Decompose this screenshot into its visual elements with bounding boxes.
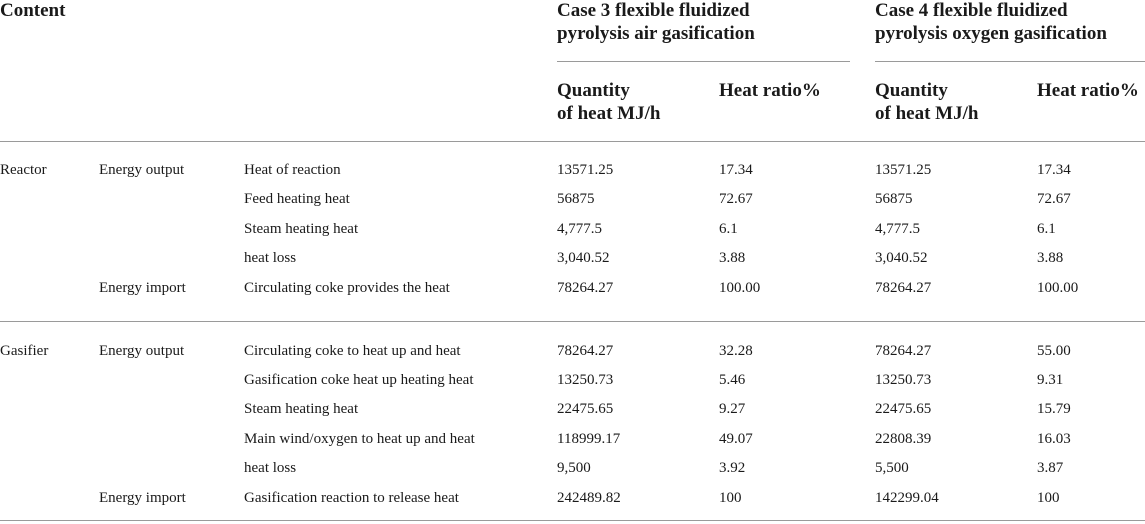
case3-header [557, 0, 755, 45]
section-divider [0, 321, 1145, 322]
group-label: Energy import [99, 490, 186, 506]
row-item: Gasification coke heat up heating heat [244, 372, 474, 388]
case4-quantity: 78264.27 [875, 343, 932, 359]
case3-ratio: 32.28 [719, 343, 753, 359]
row-item: heat loss [244, 460, 297, 476]
case3-ratio: 9.27 [719, 401, 746, 417]
case3-quantity: 22475.65 [557, 401, 614, 417]
case3-header-line2: pyrolysis air gasification [557, 23, 755, 44]
case3-ratio: 17.34 [719, 162, 753, 178]
case3-quantity: 13571.25 [557, 162, 614, 178]
case4-quantity: 78264.27 [875, 280, 932, 296]
case4-quantity: 5,500 [875, 460, 909, 476]
row-item: Main wind/oxygen to heat up and heat [244, 431, 475, 447]
case3-quantity: 78264.27 [557, 280, 614, 296]
case4-underline [875, 61, 1145, 62]
case4-ratio: 100 [1037, 490, 1060, 506]
case4-quantity: 4,777.5 [875, 221, 920, 237]
case3-quantity-header [557, 79, 660, 125]
case4-quantity-header [875, 79, 978, 125]
content-header: Content [0, 0, 66, 21]
row-item: Feed heating heat [244, 191, 350, 207]
row-item: Gasification reaction to release heat [244, 490, 459, 506]
case4-ratio: 72.67 [1037, 191, 1071, 207]
case3-header-line1: Case 3 flexible fluidized [557, 0, 750, 21]
case3-ratio: 72.67 [719, 191, 753, 207]
case4-ratio: 15.79 [1037, 401, 1071, 417]
case3-ratio-header: Heat ratio% [719, 80, 821, 101]
case3-quantity: 4,777.5 [557, 221, 602, 237]
case4-ratio: 100.00 [1037, 280, 1079, 296]
quantity-header-line2: of heat MJ/h [557, 103, 661, 124]
quantity-header-line2: of heat MJ/h [875, 103, 979, 124]
case3-ratio: 5.46 [719, 372, 746, 388]
case4-ratio: 17.34 [1037, 162, 1071, 178]
row-item: heat loss [244, 250, 297, 266]
case3-quantity: 9,500 [557, 460, 591, 476]
header-divider [0, 141, 1145, 142]
case4-quantity: 142299.04 [875, 490, 939, 506]
case4-ratio: 16.03 [1037, 431, 1071, 447]
case3-ratio: 6.1 [719, 221, 738, 237]
case4-header [875, 0, 1107, 45]
case4-ratio: 3.87 [1037, 460, 1064, 476]
case4-quantity: 13571.25 [875, 162, 932, 178]
row-item: Steam heating heat [244, 221, 359, 237]
case3-ratio: 100 [719, 490, 742, 506]
row-item: Heat of reaction [244, 162, 341, 178]
case4-ratio: 9.31 [1037, 372, 1064, 388]
table-bottom-rule [0, 520, 1145, 521]
case4-ratio: 6.1 [1037, 221, 1056, 237]
section-label: Gasifier [0, 343, 49, 359]
case3-quantity: 118999.17 [557, 431, 621, 447]
case3-ratio: 49.07 [719, 431, 753, 447]
case4-quantity: 13250.73 [875, 372, 932, 388]
group-label: Energy output [99, 343, 185, 359]
case3-underline [557, 61, 850, 62]
row-item: Circulating coke to heat up and heat [244, 343, 461, 359]
row-item: Circulating coke provides the heat [244, 280, 450, 296]
case4-quantity: 56875 [875, 191, 913, 207]
row-item: Steam heating heat [244, 401, 359, 417]
group-label: Energy import [99, 280, 186, 296]
case3-quantity: 242489.82 [557, 490, 621, 506]
case4-ratio-header: Heat ratio% [1037, 80, 1139, 101]
case3-quantity: 13250.73 [557, 372, 614, 388]
case3-quantity: 78264.27 [557, 343, 614, 359]
group-label: Energy output [99, 162, 185, 178]
case4-quantity: 3,040.52 [875, 250, 928, 266]
case3-ratio: 3.88 [719, 250, 746, 266]
case3-quantity: 3,040.52 [557, 250, 610, 266]
case3-ratio: 3.92 [719, 460, 746, 476]
quantity-header-line1: Quantity [557, 80, 630, 101]
section-label: Reactor [0, 162, 47, 178]
case4-quantity: 22475.65 [875, 401, 932, 417]
case3-quantity: 56875 [557, 191, 595, 207]
case4-ratio: 55.00 [1037, 343, 1071, 359]
case3-ratio: 100.00 [719, 280, 761, 296]
case4-quantity: 22808.39 [875, 431, 932, 447]
case4-ratio: 3.88 [1037, 250, 1064, 266]
case4-header-line2: pyrolysis oxygen gasification [875, 23, 1107, 44]
case4-header-line1: Case 4 flexible fluidized [875, 0, 1068, 21]
quantity-header-line1: Quantity [875, 80, 948, 101]
